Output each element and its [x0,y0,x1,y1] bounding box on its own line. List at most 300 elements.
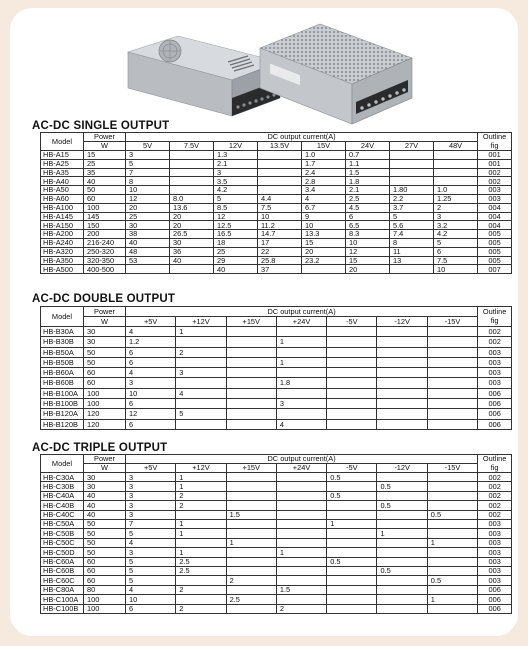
voltage-header-cell: +12V [176,464,226,473]
current-cell: 7.5 [434,256,478,265]
table-row [41,388,512,398]
current-cell [427,347,477,357]
current-cell: 5 [126,159,170,168]
current-cell [327,482,377,491]
power-cell: 100 [84,399,126,409]
current-cell [276,473,326,482]
outline-fig-cell: 002 [478,501,512,510]
current-cell: 3 [126,548,176,557]
current-cell [377,548,427,557]
current-cell: 53 [126,256,170,265]
current-cell: 13.3 [302,230,346,239]
table-row [41,347,512,357]
power-supply-solid-image [128,36,280,116]
model-cell: HB-A15 [41,151,84,160]
current-cell: 3 [276,399,326,409]
current-cell: 8.3 [346,230,390,239]
current-cell: 30 [126,221,170,230]
current-cell [327,357,377,367]
current-cell: 4.2 [434,230,478,239]
current-cell: 26.5 [170,230,214,239]
current-cell [327,378,377,388]
current-cell: 4.4 [258,195,302,204]
outline-fig-cell: 003 [478,566,512,575]
current-cell [377,409,427,419]
current-cell: 6 [126,604,176,613]
outline-fig-cell: 001 [478,159,512,168]
current-cell: 40 [214,265,258,274]
model-cell: HB-A500 [41,265,84,274]
model-cell: HB-B100B [41,399,84,409]
power-cell: 150 [84,221,126,230]
current-cell [390,151,434,160]
model-header-cell: Model [41,307,84,327]
table-row [41,265,512,274]
current-cell [390,168,434,177]
table-row [41,221,512,230]
model-cell: HB-B120A [41,409,84,419]
current-cell: 3 [434,212,478,221]
current-cell [170,151,214,160]
power-unit-header-cell: W [84,464,126,473]
current-cell: 10 [126,388,176,398]
outline-fig-cell: 004 [478,212,512,221]
table-header-row [41,317,512,327]
current-cell: 11.2 [258,221,302,230]
current-cell: 0.5 [327,473,377,482]
current-cell: 1.5 [346,168,390,177]
outline-fig-cell: 006 [478,419,512,429]
current-cell [427,388,477,398]
current-cell: 13.6 [170,203,214,212]
power-cell: 216-240 [84,239,126,248]
outline-fig-cell: 003 [478,368,512,378]
model-cell: HB-B60B [41,378,84,388]
outline-fig-cell: 002 [478,482,512,491]
current-cell: 2.4 [302,168,346,177]
current-cell: 2 [176,491,226,500]
model-cell: HB-C100B [41,604,84,613]
current-cell: 1 [427,538,477,547]
outline-fig-cell: 002 [478,473,512,482]
current-cell: 11 [390,247,434,256]
model-cell: HB-C80A [41,585,84,594]
current-cell: 3 [126,473,176,482]
power-header-cell: Power [84,307,126,317]
current-cell: 1 [176,327,226,337]
current-cell: 18 [214,239,258,248]
current-cell: 1.1 [346,159,390,168]
current-cell: 16.5 [214,230,258,239]
current-cell: 38 [126,230,170,239]
current-cell [377,327,427,337]
voltage-header-cell: 48V [434,142,478,151]
current-cell: 30 [170,239,214,248]
current-cell: 7.5 [258,203,302,212]
current-cell [258,159,302,168]
table-row [41,378,512,388]
model-cell: HB-A145 [41,212,84,221]
current-cell: 3 [126,378,176,388]
current-cell: 10 [126,595,176,604]
table-row [41,239,512,248]
current-cell [226,529,276,538]
current-cell: 2.5 [346,195,390,204]
current-cell [377,595,427,604]
current-cell: 4 [126,585,176,594]
current-cell: 4.5 [346,203,390,212]
power-cell: 60 [84,368,126,378]
current-cell: 3 [176,368,226,378]
current-cell: 13 [390,256,434,265]
current-cell: 2.1 [346,186,390,195]
model-cell: HB-B120B [41,419,84,429]
current-cell: 1 [176,482,226,491]
current-cell [427,529,477,538]
current-cell: 5 [126,576,176,585]
power-cell: 100 [84,203,126,212]
current-cell: 3 [126,510,176,519]
current-cell: 12 [346,247,390,256]
current-cell: 0.5 [377,482,427,491]
current-cell: 0.5 [427,510,477,519]
current-cell: 9 [302,212,346,221]
voltage-header-cell: 15V [302,142,346,151]
current-cell: 0.5 [427,576,477,585]
power-cell: 25 [84,159,126,168]
current-cell [434,177,478,186]
model-cell: HB-C60A [41,557,84,566]
current-cell [258,151,302,160]
current-cell: 12 [126,195,170,204]
current-cell [377,347,427,357]
current-cell [276,368,326,378]
outline-fig-cell: 005 [478,239,512,248]
current-cell: 10 [126,186,170,195]
current-cell [377,538,427,547]
current-cell: 25 [126,212,170,221]
current-cell [226,368,276,378]
current-cell: 1 [377,529,427,538]
outline-fig-cell: 006 [478,399,512,409]
current-cell: 2 [176,501,226,510]
outline-label: Outline [482,454,507,463]
current-cell: 0.5 [377,566,427,575]
model-cell: HB-C60B [41,566,84,575]
current-cell [276,327,326,337]
current-cell: 0.5 [327,557,377,566]
power-cell: 40 [84,501,126,510]
current-cell [434,151,478,160]
current-cell [327,538,377,547]
current-cell [327,595,377,604]
outline-fig-cell: 002 [478,491,512,500]
model-cell: HB-C100A [41,595,84,604]
current-cell [390,159,434,168]
table-row [41,576,512,585]
current-cell [427,357,477,367]
model-cell: HB-B60A [41,368,84,378]
current-cell: 6 [434,247,478,256]
table-row [41,491,512,500]
current-cell: 1.5 [276,585,326,594]
outline-fig-cell: 002 [478,168,512,177]
current-cell: 5 [434,239,478,248]
current-cell: 4 [176,388,226,398]
power-cell: 60 [84,576,126,585]
current-cell [434,168,478,177]
voltage-header-cell: -15V [427,317,477,327]
current-cell [258,186,302,195]
current-cell [327,327,377,337]
model-cell: HB-A240 [41,239,84,248]
power-cell: 35 [84,168,126,177]
current-cell [226,491,276,500]
current-cell [377,510,427,519]
current-cell [176,510,226,519]
current-cell [377,337,427,347]
power-cell: 400-500 [84,265,126,274]
outline-fig-cell: 003 [478,548,512,557]
current-cell: 1 [276,337,326,347]
current-cell: 0.5 [377,501,427,510]
current-cell: 1 [176,473,226,482]
current-cell [170,265,214,274]
triple-output-title: AC-DC TRIPLE OUTPUT [32,442,168,454]
table-row [41,585,512,594]
current-cell [327,576,377,585]
current-cell [377,585,427,594]
current-cell: 1.2 [126,337,176,347]
model-cell: HB-A60 [41,195,84,204]
current-cell [170,159,214,168]
current-cell: 5 [390,212,434,221]
power-header-cell: Power [84,133,126,142]
table-row [41,529,512,538]
current-cell: 1 [176,548,226,557]
model-cell: HB-B50A [41,347,84,357]
current-cell: 2.8 [302,177,346,186]
current-cell [170,177,214,186]
table-row [41,186,512,195]
power-cell: 30 [84,337,126,347]
power-cell: 250-320 [84,247,126,256]
current-cell: 2.2 [390,195,434,204]
current-cell [226,473,276,482]
current-cell [377,388,427,398]
current-cell [390,265,434,274]
current-cell: 6 [346,212,390,221]
current-cell [427,419,477,429]
current-cell [377,378,427,388]
current-cell: 3.2 [434,221,478,230]
power-cell: 100 [84,388,126,398]
current-cell: 5 [214,195,258,204]
current-cell: 5 [126,566,176,575]
power-cell: 60 [84,195,126,204]
current-cell [226,347,276,357]
table-row [41,337,512,347]
table-header-row [41,464,512,473]
current-cell: 7.4 [390,230,434,239]
current-cell [226,557,276,566]
power-cell: 40 [84,177,126,186]
table-row [41,501,512,510]
current-cell [327,337,377,347]
current-cell [427,501,477,510]
current-cell: 40 [170,256,214,265]
model-cell: HB-A320 [41,247,84,256]
voltage-header-cell: +5V [126,317,176,327]
outline-fig-cell: 006 [478,409,512,419]
current-cell: 6.7 [302,203,346,212]
table-header-row [41,455,512,464]
current-group-header-cell: DC output current(A) [126,307,478,317]
power-cell: 50 [84,519,126,528]
outline-fig-cell: 006 [478,595,512,604]
table-row [41,230,512,239]
current-cell [377,368,427,378]
current-cell [427,491,477,500]
current-cell [377,473,427,482]
current-cell: 7 [126,168,170,177]
current-cell [377,519,427,528]
current-cell [327,566,377,575]
current-cell [226,482,276,491]
current-cell: 1 [276,357,326,367]
current-cell [176,357,226,367]
current-cell: 5 [176,409,226,419]
current-cell: 4 [126,368,176,378]
current-cell: 3 [214,168,258,177]
power-cell: 50 [84,548,126,557]
current-cell [427,399,477,409]
current-cell: 3 [126,491,176,500]
current-cell: 2.5 [176,566,226,575]
current-group-header-cell: DC output current(A) [126,133,478,142]
single-output-table [40,132,512,274]
table-row [41,548,512,557]
power-cell: 15 [84,151,126,160]
power-cell: 50 [84,538,126,547]
voltage-header-cell: 12V [214,142,258,151]
current-cell [276,566,326,575]
current-cell [377,576,427,585]
current-cell: 7 [126,519,176,528]
current-cell: 3 [126,482,176,491]
current-cell [377,557,427,566]
current-cell [276,519,326,528]
current-cell [226,337,276,347]
current-cell: 20 [126,203,170,212]
power-cell: 50 [84,529,126,538]
voltage-header-cell: -5V [327,317,377,327]
model-cell: HB-C30B [41,482,84,491]
current-cell: 3 [126,151,170,160]
power-cell: 100 [84,595,126,604]
voltage-header-cell: 27V [390,142,434,151]
current-cell: 12 [126,409,176,419]
current-cell: 2 [176,347,226,357]
current-cell [377,604,427,613]
power-cell: 80 [84,585,126,594]
table-header-row [41,307,512,317]
power-cell: 50 [84,186,126,195]
table-row [41,159,512,168]
model-cell: HB-B100A [41,388,84,398]
current-cell [176,576,226,585]
voltage-header-cell: +5V [126,464,176,473]
power-cell: 60 [84,557,126,566]
current-cell [276,491,326,500]
current-cell: 10 [302,221,346,230]
voltage-header-cell: 5V [126,142,170,151]
power-cell: 50 [84,357,126,367]
current-cell: 3 [126,501,176,510]
model-cell: HB-A200 [41,230,84,239]
current-cell: 40 [126,239,170,248]
model-cell: HB-B50B [41,357,84,367]
current-cell [377,419,427,429]
model-cell: HB-A100 [41,203,84,212]
model-cell: HB-C30A [41,473,84,482]
voltage-header-cell: +24V [276,317,326,327]
current-cell [327,548,377,557]
current-cell [327,388,377,398]
current-cell [226,409,276,419]
current-cell: 2 [226,576,276,585]
table-row [41,538,512,547]
outline-fig-cell: 002 [478,177,512,186]
current-cell: 4.2 [214,186,258,195]
current-cell [226,399,276,409]
power-cell: 40 [84,491,126,500]
current-cell [427,585,477,594]
current-cell: 3.4 [302,186,346,195]
outline-fig-cell: 005 [478,230,512,239]
power-cell: 120 [84,409,126,419]
model-cell: HB-C60C [41,576,84,585]
current-cell: 48 [126,247,170,256]
model-cell: HB-B30A [41,327,84,337]
outline-fig-cell: 005 [478,247,512,256]
current-cell: 17 [258,239,302,248]
product-photo [120,18,420,130]
table-row [41,419,512,429]
current-cell [427,337,477,347]
current-cell [327,510,377,519]
table-row [41,473,512,482]
current-cell [427,566,477,575]
outline-fig-cell: 003 [478,519,512,528]
current-cell: 2 [434,203,478,212]
current-cell: 3.5 [214,177,258,186]
triple-output-table [40,454,512,614]
power-cell: 100 [84,604,126,613]
current-cell: 2.5 [226,595,276,604]
power-header-cell: Power [84,455,126,464]
current-cell: 8.5 [214,203,258,212]
current-cell [427,368,477,378]
current-cell: 5 [126,557,176,566]
current-cell [276,501,326,510]
current-cell: 29 [214,256,258,265]
outline-fig-cell: 007 [478,265,512,274]
current-cell: 4 [126,327,176,337]
outline-label: Outline [482,306,507,316]
table-row [41,151,512,160]
current-cell: 6 [126,347,176,357]
